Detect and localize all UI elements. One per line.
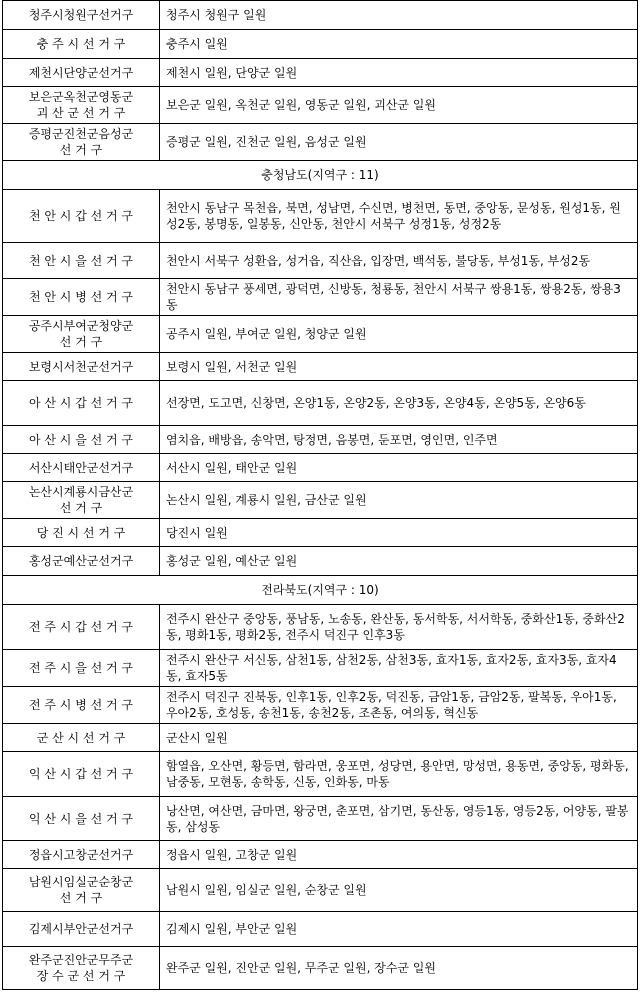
district-name-line: 전 주 시 갑 선 거 구 <box>28 620 134 634</box>
district-name-cell <box>3 947 160 990</box>
district-row <box>3 841 638 869</box>
district-name-cell <box>3 316 160 353</box>
district-area-cell: 김제시 일원, 부안군 일원 <box>160 912 638 947</box>
district-name-cell <box>3 841 160 869</box>
district-name-cell <box>3 190 160 243</box>
district-area-cell: 천안시 동남구 풍세면, 광덕면, 신방동, 청룡동, 천안시 서북구 쌍용1동, 쌍용2동, 쌍용3동 <box>160 279 638 316</box>
district-row <box>3 912 638 947</box>
district-row <box>3 547 638 576</box>
district-area-cell: 전주시 덕진구 진북동, 인후1동, 인후2동, 덕진동, 금암1동, 금암2동, 팔복동, 우아1동, 우아2동, 호성동, 송천1동, 송천2동, 조촌동, 여의동, 혁신동 <box>160 687 638 724</box>
district-name-cell <box>3 353 160 381</box>
district-area-cell: 청주시 청원구 일원 <box>160 1 638 30</box>
district-area-cell: 선장면, 도고면, 신창면, 온양1동, 온양2동, 온양3동, 온양4동, 온양5동, 온양6동 <box>160 381 638 426</box>
province-header-row <box>3 576 638 605</box>
district-name-cell <box>3 30 160 59</box>
district-name-line: 전 주 시 을 선 거 구 <box>28 661 134 675</box>
district-row <box>3 59 638 87</box>
district-area-cell: 충주시 일원 <box>160 30 638 59</box>
district-row <box>3 124 638 161</box>
district-name-line: 청주시청원구선거구 <box>28 8 134 22</box>
district-name-line: 서산시태안군선거구 <box>28 460 134 475</box>
district-name-cell <box>3 797 160 841</box>
district-name-line: 아 산 시 갑 선 거 구 <box>28 396 134 410</box>
district-row <box>3 243 638 279</box>
district-name-cell <box>3 279 160 316</box>
district-name-line: 선 거 구 <box>59 501 103 515</box>
electoral-district-table <box>2 0 638 990</box>
district-name-cell <box>3 687 160 724</box>
district-name-line: 선 거 구 <box>59 335 103 349</box>
district-area-cell: 군산시 일원 <box>160 724 638 752</box>
district-row <box>3 316 638 353</box>
district-name-line: 괴 산 군 선 거 구 <box>36 106 126 120</box>
district-name-line: 장 수 군 선 거 구 <box>36 969 126 983</box>
district-row <box>3 605 638 650</box>
district-area-cell: 천안시 동남구 목천읍, 북면, 성남면, 수신면, 병천면, 동면, 중앙동, 문성동, 원성1동, 원성2동, 봉명동, 일봉동, 신안동, 천안시 서북구 성정1동, 성정2동 <box>160 190 638 243</box>
table-body <box>3 1 638 990</box>
district-row <box>3 87 638 124</box>
district-name-line: 천 안 시 병 선 거 구 <box>28 290 134 304</box>
district-name-line: 공주시부여군청양군 <box>28 319 134 333</box>
district-name-line: 익 산 시 갑 선 거 구 <box>28 767 134 781</box>
district-row <box>3 353 638 381</box>
district-name-line: 정읍시고창군선거구 <box>28 847 134 862</box>
district-name-cell <box>3 59 160 87</box>
district-area-cell: 천안시 서북구 성환읍, 성거읍, 직산읍, 입장면, 백석동, 불당동, 부성1동, 부성2동 <box>160 243 638 279</box>
district-name-line: 논산시계룡시금산군 <box>28 485 134 499</box>
district-name-line: 남원시임실군순창군 <box>28 875 134 889</box>
district-area-cell: 당진시 일원 <box>160 519 638 547</box>
district-name-cell <box>3 547 160 576</box>
district-name-cell <box>3 454 160 482</box>
district-name-cell <box>3 724 160 752</box>
district-name-cell <box>3 605 160 650</box>
district-name-cell <box>3 243 160 279</box>
district-area-cell: 남원시 일원, 임실군 일원, 순창군 일원 <box>160 869 638 912</box>
district-area-cell: 증평군 일원, 진천군 일원, 음성군 일원 <box>160 124 638 161</box>
district-area-cell: 정읍시 일원, 고창군 일원 <box>160 841 638 869</box>
district-table-page <box>2 0 638 990</box>
district-name-line: 충 주 시 선 거 구 <box>36 37 126 51</box>
district-row <box>3 947 638 990</box>
district-name-line: 군 산 시 선 거 구 <box>36 730 126 745</box>
district-name-cell <box>3 426 160 454</box>
district-name-line: 천 안 시 갑 선 거 구 <box>28 209 134 223</box>
district-area-cell: 논산시 일원, 계룡시 일원, 금산군 일원 <box>160 482 638 519</box>
district-row <box>3 30 638 59</box>
district-name-line: 선 거 구 <box>59 891 103 905</box>
district-name-line: 익 산 시 을 선 거 구 <box>28 811 134 826</box>
district-name-line: 보은군옥천군영동군 <box>28 90 134 104</box>
district-row <box>3 426 638 454</box>
province-header: 충청남도(지역구 : 11) <box>3 161 638 190</box>
district-row <box>3 1 638 30</box>
district-row <box>3 752 638 797</box>
district-name-cell <box>3 519 160 547</box>
district-name-cell <box>3 482 160 519</box>
district-area-cell: 보은군 일원, 옥천군 일원, 영동군 일원, 괴산군 일원 <box>160 87 638 124</box>
province-header: 전라북도(지역구 : 10) <box>3 576 638 605</box>
district-row <box>3 381 638 426</box>
district-name-cell <box>3 124 160 161</box>
district-row <box>3 454 638 482</box>
district-name-cell <box>3 650 160 687</box>
district-name-cell <box>3 912 160 947</box>
district-row <box>3 650 638 687</box>
district-name-cell <box>3 381 160 426</box>
district-row <box>3 797 638 841</box>
district-area-cell: 홍성군 일원, 예산군 일원 <box>160 547 638 576</box>
district-area-cell: 염치읍, 배방읍, 송악면, 탕정면, 음봉면, 둔포면, 영인면, 인주면 <box>160 426 638 454</box>
district-name-line: 당 진 시 선 거 구 <box>36 525 126 540</box>
district-area-cell: 낭산면, 여산면, 금마면, 왕궁면, 춘포면, 삼기면, 동산동, 영등1동, 영등2동, 어양동, 팔봉동, 삼성동 <box>160 797 638 841</box>
district-area-cell: 전주시 완산구 서신동, 삼천1동, 삼천2동, 삼천3동, 효자1동, 효자2동, 효자3동, 효자4동, 효자5동 <box>160 650 638 687</box>
province-header-row <box>3 161 638 190</box>
district-area-cell: 보령시 일원, 서천군 일원 <box>160 353 638 381</box>
district-name-line: 증평군진천군음성군 <box>28 127 134 141</box>
district-name-line: 천 안 시 을 선 거 구 <box>28 253 134 268</box>
district-area-cell: 전주시 완산구 중앙동, 풍남동, 노송동, 완산동, 동서학동, 서서학동, 중화산1동, 중화산2동, 평화1동, 평화2동, 전주시 덕진구 인후3동 <box>160 605 638 650</box>
district-area-cell: 공주시 일원, 부여군 일원, 청양군 일원 <box>160 316 638 353</box>
district-name-line: 홍성군예산군선거구 <box>28 554 134 568</box>
district-row <box>3 190 638 243</box>
district-row <box>3 482 638 519</box>
district-name-cell <box>3 1 160 30</box>
district-row <box>3 519 638 547</box>
district-row <box>3 869 638 912</box>
district-name-line: 전 주 시 병 선 거 구 <box>28 698 134 712</box>
district-name-line: 선 거 구 <box>59 143 103 157</box>
district-name-line: 제천시단양군선거구 <box>28 65 134 80</box>
district-name-line: 완주군진안군무주군 <box>28 953 134 967</box>
district-name-cell <box>3 87 160 124</box>
district-area-cell: 완주군 일원, 진안군 일원, 무주군 일원, 장수군 일원 <box>160 947 638 990</box>
district-name-cell <box>3 752 160 797</box>
district-row <box>3 279 638 316</box>
district-area-cell: 제천시 일원, 단양군 일원 <box>160 59 638 87</box>
district-area-cell: 함열읍, 오산면, 황등면, 함라면, 웅포면, 성당면, 용안면, 망성면, 용동면, 중앙동, 평화동, 남중동, 모현동, 송학동, 신동, 인화동, 마동 <box>160 752 638 797</box>
district-name-cell <box>3 869 160 912</box>
district-name-line: 김제시부안군선거구 <box>28 922 134 936</box>
district-row <box>3 687 638 724</box>
district-row <box>3 724 638 752</box>
district-area-cell: 서산시 일원, 태안군 일원 <box>160 454 638 482</box>
district-name-line: 아 산 시 을 선 거 구 <box>28 432 134 447</box>
district-name-line: 보령시서천군선거구 <box>28 359 134 374</box>
